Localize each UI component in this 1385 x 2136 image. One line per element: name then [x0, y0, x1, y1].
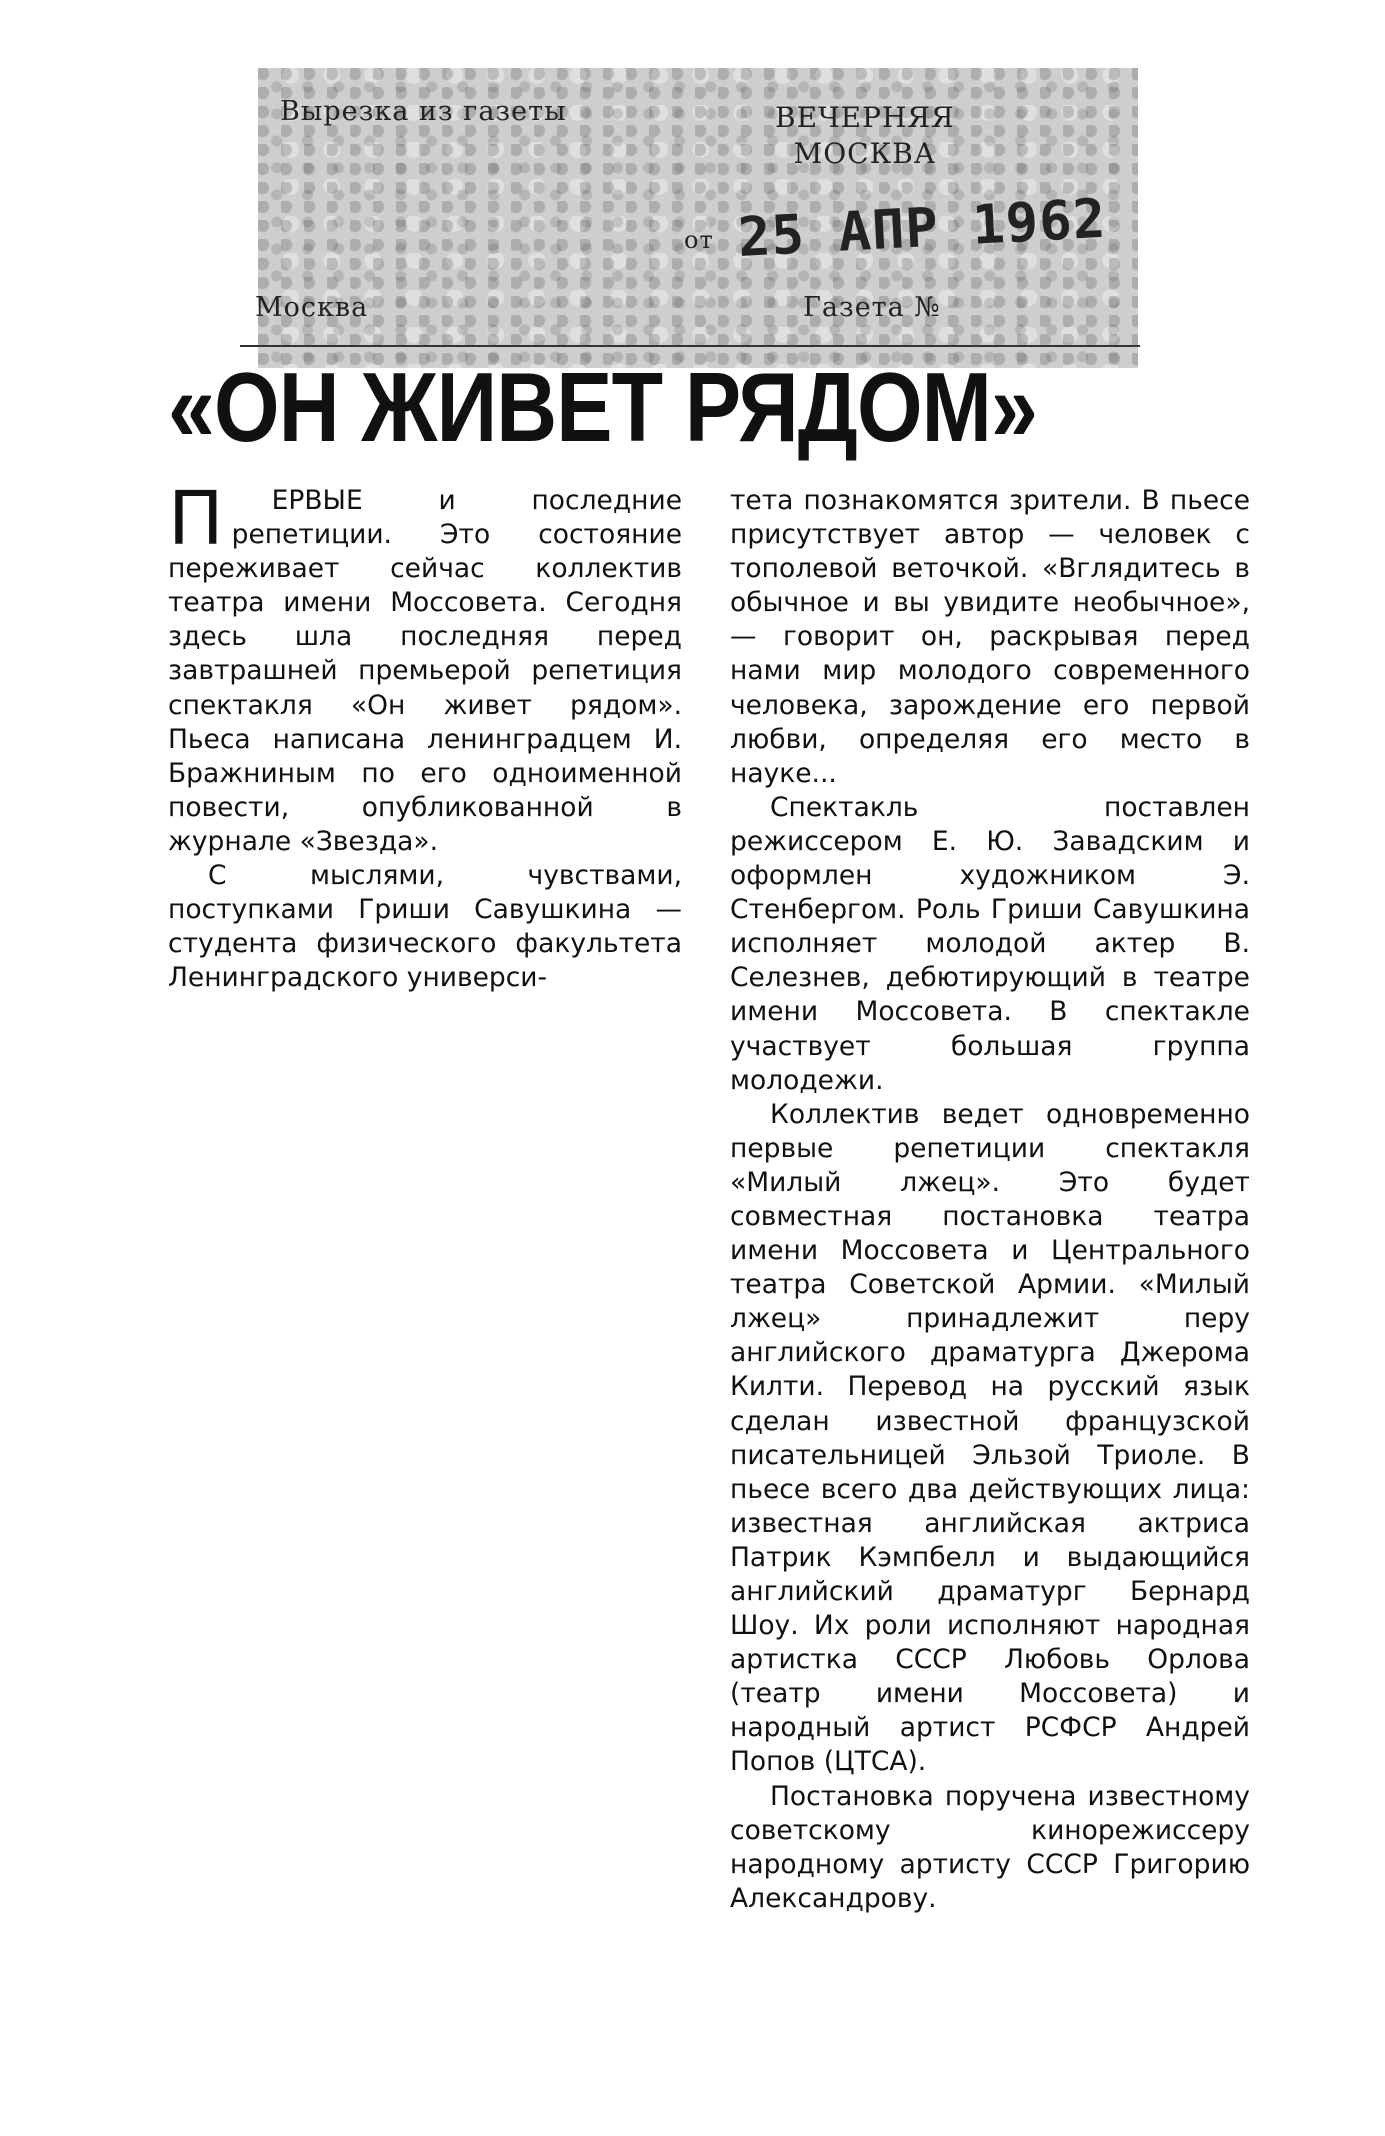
stamp-divider: [240, 345, 1140, 347]
gazeta-number-label: Газета №: [803, 292, 941, 323]
clipping-date: 25 АПР 1962: [736, 186, 1108, 269]
paragraph-staging: Спектакль поставлен режиссером Е. Ю. Завадским и оформлен художником Э. Стенбергом. Роль Гриши Савушкина исполняет молодой актер В. Селезнев, дебютирующий в театре имени Моссовета. В спектакле участвует большая группа молодежи.: [730, 791, 1250, 1096]
article-headline: «ОН ЖИВЕТ РЯДОМ»: [168, 352, 1038, 462]
drop-cap: П: [168, 476, 224, 562]
paragraph-hero: С мыслями, чувствами, поступками Гриши Савушкина — студента физического факультета Ленинградского универси-: [168, 860, 682, 994]
city-label: Москва: [255, 292, 369, 323]
clip-label: Вырезка из газеты: [280, 96, 567, 127]
paragraph-dear-liar: Коллектив ведет одновременно первые репетиции спектакля «Милый лжец». Это будет совместная постановка театра имени Моссовета и Центрального театра Советской Армии. «Милый лжец» принадлежит перу английского драматурга Джерома Килти. Перевод на русский язык сделан известной французской писательницей Эльзой Триоле. В пьесе всего два действующих лица: известная английская актриса Патрик Кэмпбелл и выдающийся английский драматург Бернард Шоу. Их роли исполняют народная артистка СССР Любовь Орлова (театр имени Моссовета) и народный артист РСФСР Андрей Попов (ЦТСА).: [730, 1098, 1250, 1778]
paper-name-line1: ВЕЧЕРНЯЯ: [775, 101, 955, 134]
paper-name-line2: МОСКВА: [793, 137, 937, 170]
date-prefix: от: [684, 226, 714, 254]
article-column-left: [168, 476, 682, 995]
paragraph-director: Постановка поручена известному советскому кинорежиссеру народному артисту СССР Григорию Александрову.: [730, 1780, 1250, 1914]
paragraph-intro: [168, 476, 682, 859]
article-column-right: [730, 484, 1250, 1916]
paragraph-intro-text: ЕРВЫЕ и последние репетиции. Это состояние переживает сейчас коллектив театра имени Моссовета. Сегодня здесь шла последняя перед завтрашней премьерой репетиция спектакля «Он живет рядом». Пьеса написана ленинградцем И. Бражниным по его одноименной повести, опубликованной в журнале «Звезда».: [168, 485, 682, 857]
paragraph-audience: тета познакомятся зрители. В пьесе присутствует автор — человек с тополевой веточкой. «Вглядитесь в обычное и вы увидите необычное», — говорит он, раскрывая перед нами мир молодого современного человека, зарождение его первой любви, определяя его место в науке...: [730, 485, 1250, 789]
paper-name: [775, 100, 955, 172]
